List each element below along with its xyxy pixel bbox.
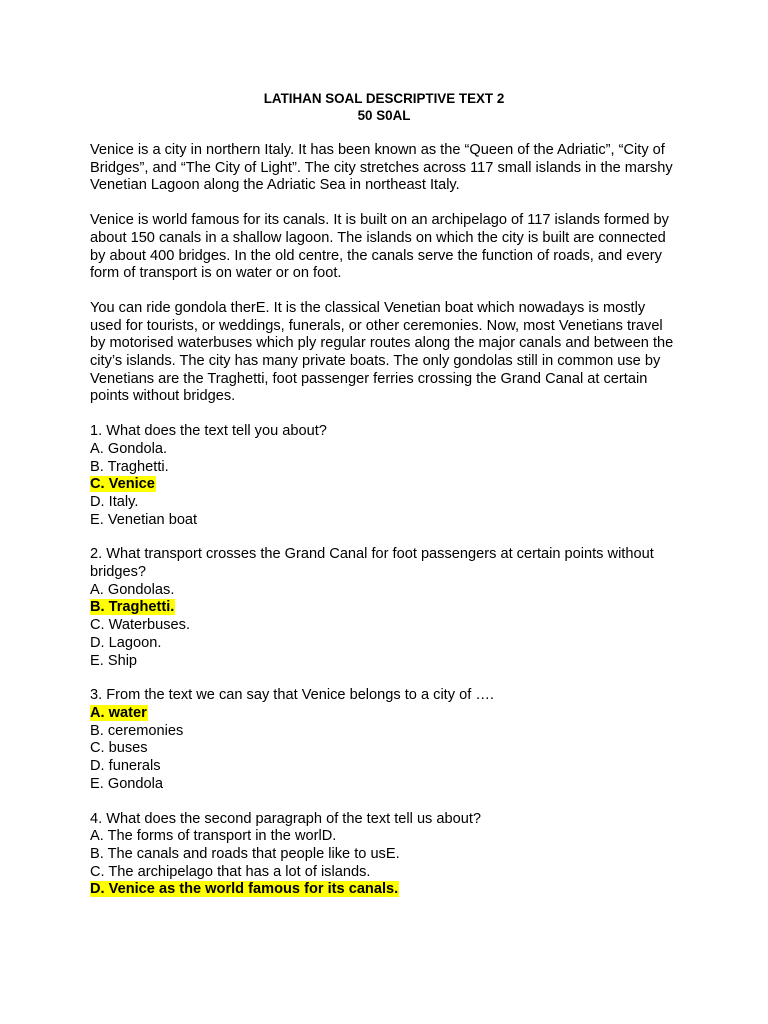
option-label: B. Traghetti. — [90, 458, 169, 475]
answer-option — [90, 476, 678, 494]
paragraph-2: Venice is world famous for its canals. It is built on an archipelago of 117 islands formed by about 150 canals in a shallow lagoon. The islands on which the city is built are connected by about 400 bridges. In the old centre, the canals serve the function of roads, and every form of transport is on water or on foot. — [90, 212, 669, 282]
option — [90, 776, 678, 794]
option — [90, 723, 678, 741]
option-label: E. Ship — [90, 652, 138, 669]
option — [90, 828, 678, 846]
question-text: 3. From the text we can say that Venice belongs to a city of …. — [90, 687, 494, 704]
option — [90, 512, 678, 530]
option-label: E. Gondola — [90, 775, 164, 792]
option-label: E. Venetian boat — [90, 511, 198, 528]
question-1 — [90, 423, 678, 529]
answer-option — [90, 599, 678, 617]
answer-option — [90, 705, 678, 723]
option — [90, 617, 678, 635]
option-label: A. Gondolas. — [90, 581, 175, 598]
highlighted-answer: B. Traghetti. — [90, 599, 175, 616]
option-label: D. funerals — [90, 758, 161, 775]
option — [90, 758, 678, 776]
option-label: C. Waterbuses. — [90, 617, 191, 634]
question-3 — [90, 687, 678, 793]
question-text: 2. What transport crosses the Grand Canal for foot passengers at certain points without bridges? — [90, 546, 654, 581]
option-label: A. Gondola. — [90, 440, 168, 457]
highlighted-answer: D. Venice as the world famous for its canals. — [90, 881, 399, 898]
document-subtitle: 50 S0AL — [357, 108, 411, 123]
option — [90, 740, 678, 758]
option-label: B. ceremonies — [90, 722, 184, 739]
option-label: D. Lagoon. — [90, 634, 162, 651]
option-label: C. buses — [90, 740, 148, 757]
document-header — [90, 90, 678, 124]
option — [90, 864, 678, 882]
option-label: C. The archipelago that has a lot of islands. — [90, 863, 371, 880]
paragraph-1: Venice is a city in northern Italy. It has been known as the “Queen of the Adriatic”, “City of Bridges”, and “The City of Light”. The city stretches across 117 small islands in the marshy Venetian Lagoon along the Adriatic Sea in northeast Italy. — [90, 142, 673, 194]
option — [90, 494, 678, 512]
option-label: B. The canals and roads that people like to usE. — [90, 845, 400, 862]
question-text: 1. What does the text tell you about? — [90, 423, 327, 440]
option-label: D. Italy. — [90, 493, 139, 510]
paragraph-3: You can ride gondola therE. It is the classical Venetian boat which nowadays is mostly used for tourists, or weddings, funerals, or other ceremonies. Now, most Venetians travel by motorised waterbuses which ply regular routes along the major canals and between the city’s islands. The city has many private boats. The only gondolas still in common use by Venetians are the Traghetti, foot passenger ferries crossing the Grand Canal at certain points without bridges. — [90, 299, 674, 405]
answer-option — [90, 881, 678, 899]
document-title: LATIHAN SOAL DESCRIPTIVE TEXT 2 — [263, 91, 505, 106]
question-text: 4. What does the second paragraph of the text tell us about? — [90, 810, 482, 827]
option — [90, 459, 678, 477]
option — [90, 635, 678, 653]
option — [90, 846, 678, 864]
highlighted-answer: C. Venice — [90, 476, 155, 493]
question-2 — [90, 546, 678, 670]
option — [90, 582, 678, 600]
highlighted-answer: A. water — [90, 704, 147, 721]
question-4 — [90, 811, 678, 900]
option — [90, 653, 678, 671]
option — [90, 441, 678, 459]
option-label: A. The forms of transport in the worlD. — [90, 828, 337, 845]
